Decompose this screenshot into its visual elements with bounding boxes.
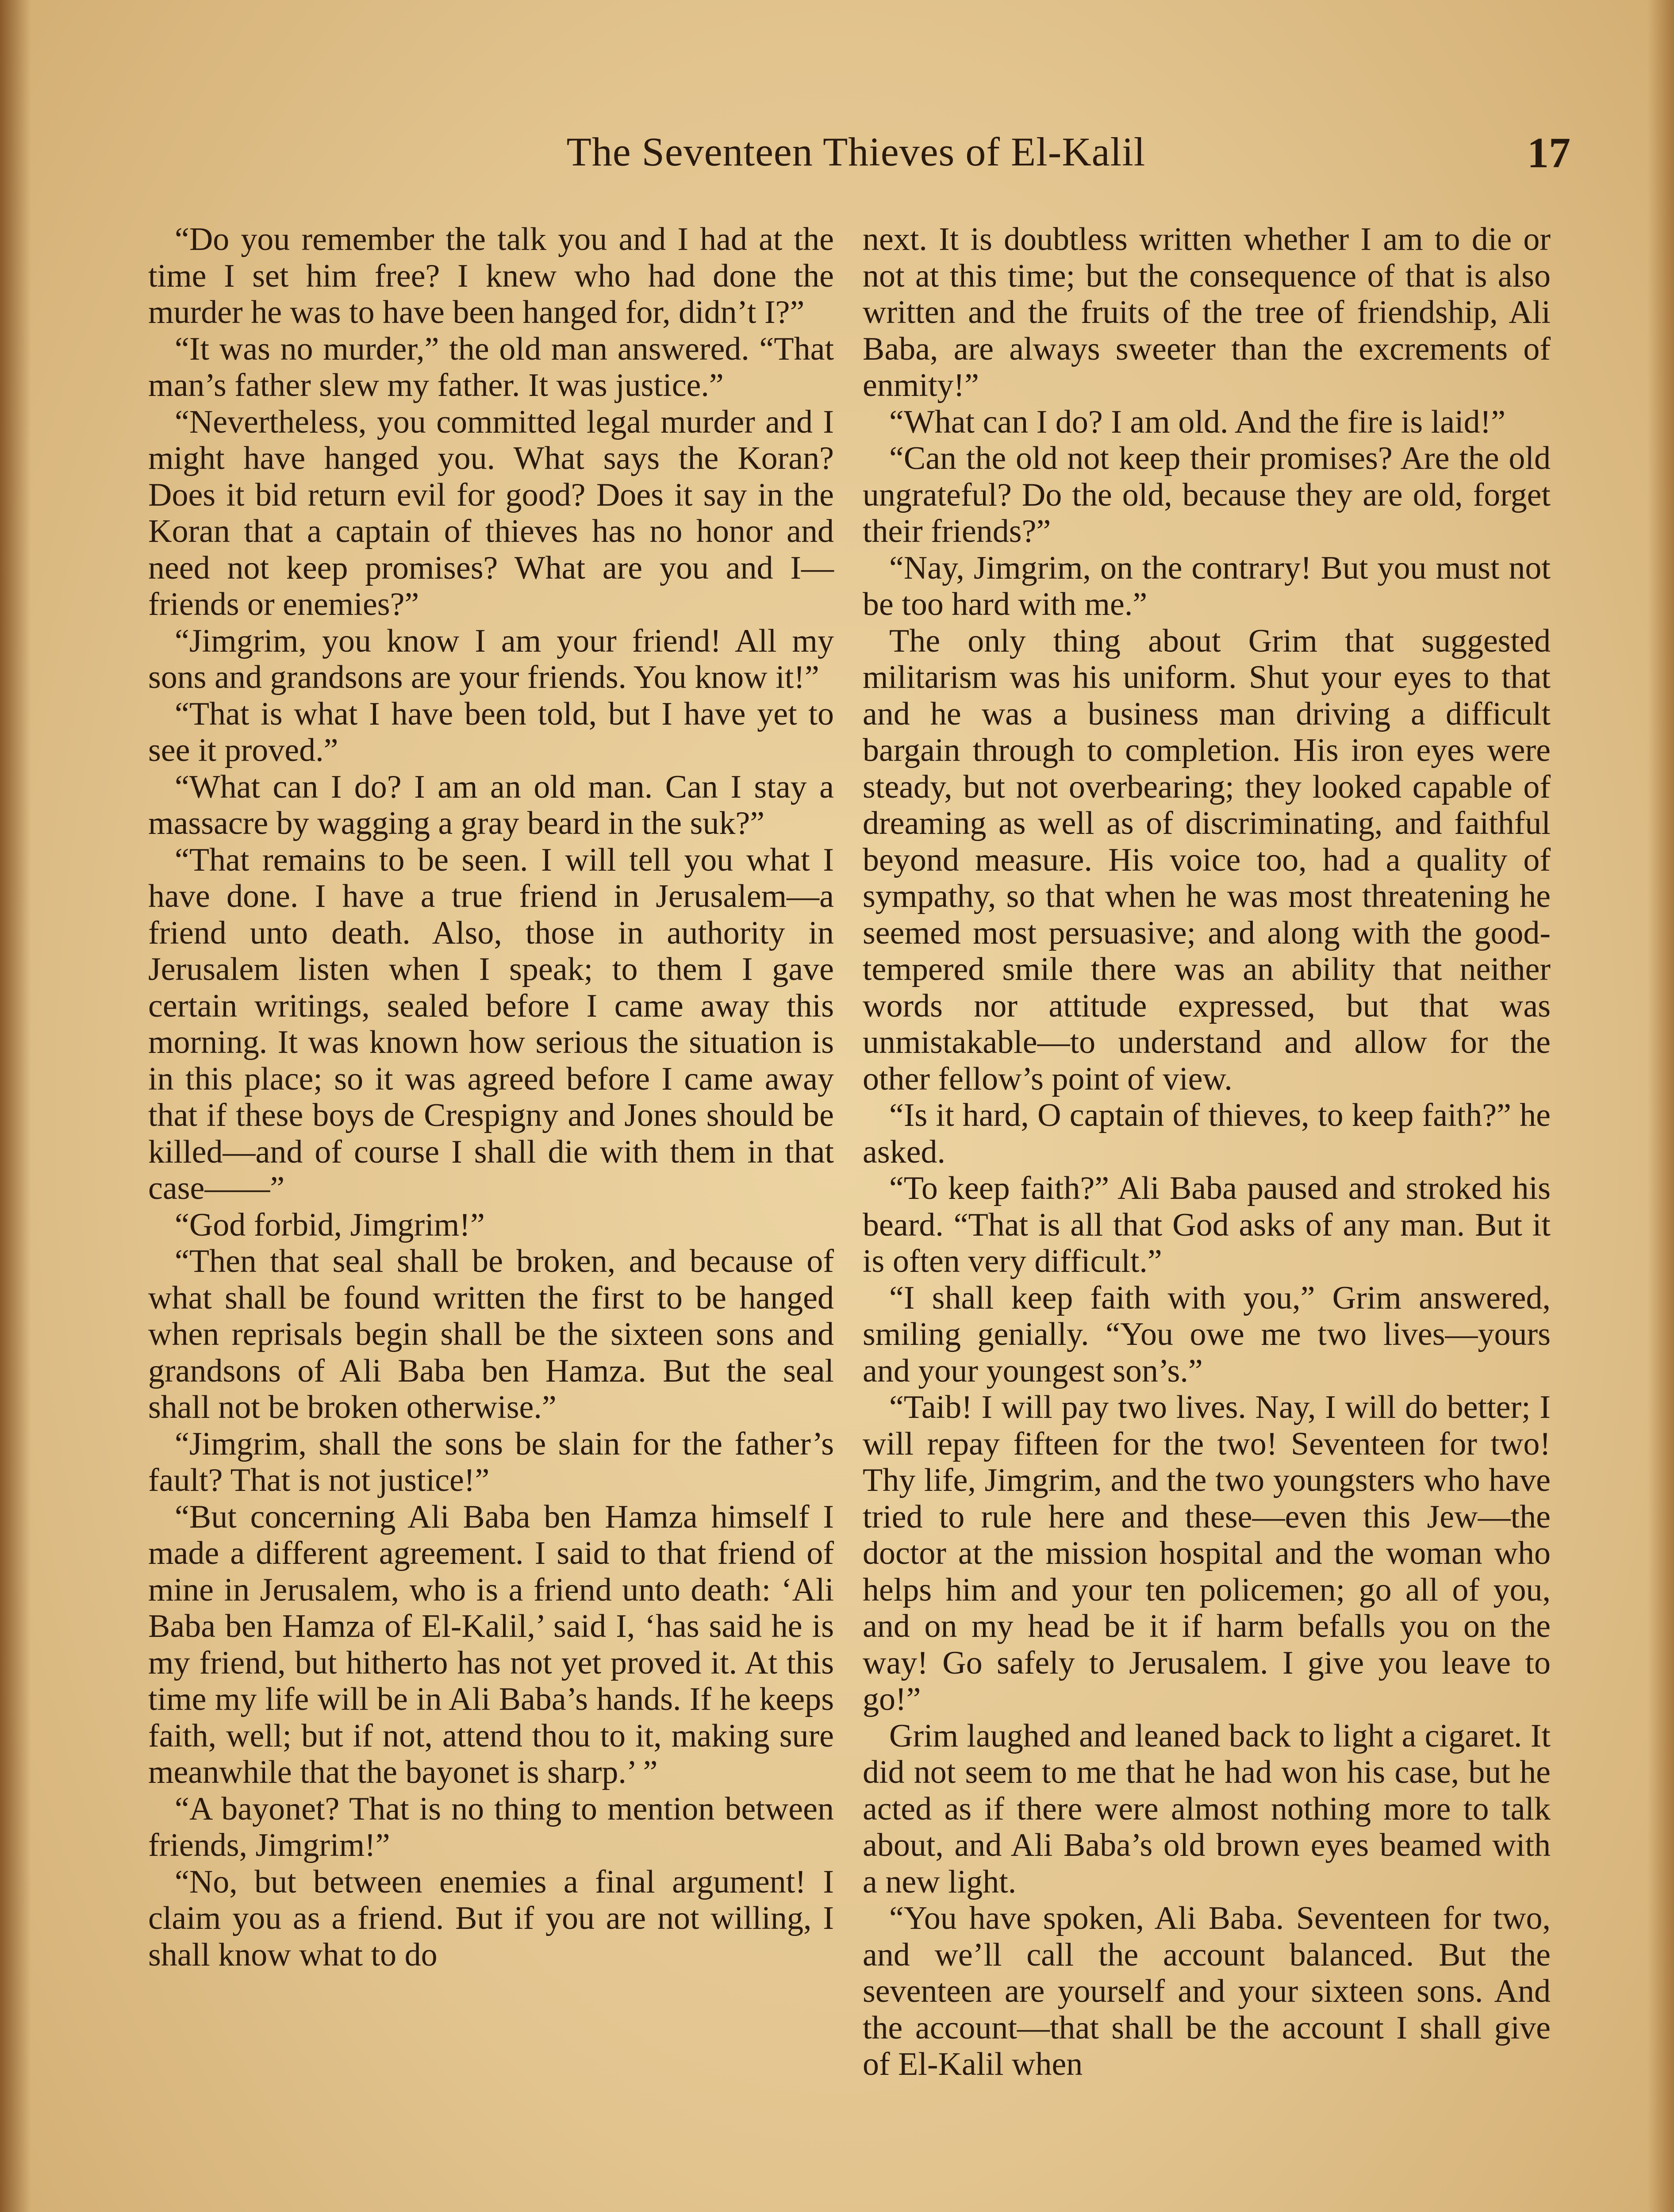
paragraph: “Can the old not keep their promises? Are the old ungrateful? Do the old, because they are old, forget their friends?” bbox=[863, 440, 1551, 549]
text-column-right bbox=[863, 221, 1551, 2212]
paragraph: “A bayonet? That is no thing to mention between friends, Jimgrim!” bbox=[148, 1790, 834, 1863]
paragraph: “Is it hard, O captain of thieves, to keep faith?” he asked. bbox=[863, 1097, 1551, 1170]
paragraph: “I shall keep faith with you,” Grim answered, smiling genially. “You owe me two lives—yours and your youngest son’s.” bbox=[863, 1279, 1551, 1389]
paragraph: “Jimgrim, shall the sons be slain for the father’s fault? That is not justice!” bbox=[148, 1425, 834, 1498]
paragraph: The only thing about Grim that suggested militarism was his uniform. Shut your eyes to that and he was a business man driving a difficult bargain through to completion. His iron eyes were steady, but not overbearing; they looked capable of dreaming as well as of discriminating, and faithful beyond measure. His voice too, had a quality of sympathy, so that when he was most threatening he seemed most persuasive; and along with the good-tempered smile there was an ability that neither words nor attitude expressed, but that was unmistakable—to understand and allow for the other fellow’s point of view. bbox=[863, 622, 1551, 1097]
paragraph: “Taib! I will pay two lives. Nay, I will do better; I will repay fifteen for the two! Seventeen for two! Thy life, Jimgrim, and the two youngsters who have tried to rule here and these—even this Jew—the doctor at the mission hospital and the woman who helps him and your ten policemen; go all of you, and on my head be it if harm befalls you on the way! Go safely to Jerusalem. I give you leave to go!” bbox=[863, 1389, 1551, 1717]
paragraph: Grim laughed and leaned back to light a cigaret. It did not seem to me that he had won his case, but he acted as if there were almost nothing more to talk about, and Ali Baba’s old brown eyes beamed with a new light. bbox=[863, 1717, 1551, 1900]
page-edge-shadow bbox=[0, 0, 31, 2212]
paragraph: “That remains to be seen. I will tell you what I have done. I have a true friend in Jerusalem—a friend unto death. Also, those in authority in Jerusalem listen when I speak; to them I gave certain writings, sealed before I came away this morning. It was known how serious the situation is in this place; so it was agreed before I came away that if these boys de Crespigny and Jones should be killed—and of course I shall die with them in that case——” bbox=[148, 841, 834, 1206]
paragraph: “That is what I have been told, but I have yet to see it proved.” bbox=[148, 695, 834, 768]
paragraph: “God forbid, Jimgrim!” bbox=[175, 1206, 485, 1243]
paragraph-continuation: next. It is doubtless written whether I am to die or not at this time; but the consequence of that is also written and the fruits of the tree of friendship, Ali Baba, are always sweeter than the excrements of enmity!” bbox=[863, 221, 1551, 403]
running-head bbox=[142, 119, 1570, 186]
paragraph: “It was no murder,” the old man answered. “That man’s father slew my father. It was justice.” bbox=[148, 330, 834, 403]
paragraph: “Do you remember the talk you and I had at the time I set him free? I knew who had done the murder he was to have been hanged for, didn’t I?” bbox=[148, 221, 834, 330]
running-title: The Seventeen Thieves of El-Kalil bbox=[566, 129, 1146, 174]
paragraph: “Jimgrim, you know I am your friend! All my sons and grandsons are your friends. You know it!” bbox=[148, 622, 834, 695]
paragraph: “Then that seal shall be broken, and because of what shall be found written the first to be hanged when reprisals begin shall be the sixteen sons and grandsons of Ali Baba ben Hamza. But the seal shall not be broken otherwise.” bbox=[148, 1243, 834, 1425]
paragraph: “You have spoken, Ali Baba. Seventeen for two, and we’ll call the account balanced. But the seventeen are yourself and your sixteen sons. And the account—that shall be the account I shall give of El-Kalil when bbox=[863, 1900, 1551, 2082]
paragraph: “But concerning Ali Baba ben Hamza himself I made a different agreement. I said to that friend of mine in Jerusalem, who is a friend unto death: ‘Ali Baba ben Hamza of El-Kalil,’ said I, ‘has said he is my friend, but hitherto has not yet proved it. At this time my life will be in Ali Baba’s hands. If he keeps faith, well; but if not, attend thou to it, making sure meanwhile that the bayonet is sharp.’ ” bbox=[148, 1498, 834, 1790]
paragraph: “Nevertheless, you committed legal murder and I might have hanged you. What says the Koran? Does it bid return evil for good? Does it say in the Koran that a captain of thieves has no honor and need not keep promises? What are you and I—friends or enemies?” bbox=[148, 403, 834, 622]
paragraph: “To keep faith?” Ali Baba paused and stroked his beard. “That is all that God asks of any man. But it is often very difficult.” bbox=[863, 1170, 1551, 1279]
page-number: 17 bbox=[1527, 129, 1570, 177]
paragraph: “Nay, Jimgrim, on the contrary! But you must not be too hard with me.” bbox=[863, 549, 1551, 622]
paragraph: “What can I do? I am an old man. Can I stay a massacre by wagging a gray beard in the suk?” bbox=[148, 768, 834, 841]
text-column-left bbox=[148, 221, 834, 2212]
paragraph: “No, but between enemies a final argument! I claim you as a friend. But if you are not willing, I shall know what to do bbox=[148, 1863, 834, 1973]
paragraph: “What can I do? I am old. And the fire is laid!” bbox=[889, 403, 1506, 440]
page-edge-shadow bbox=[1647, 0, 1674, 2212]
